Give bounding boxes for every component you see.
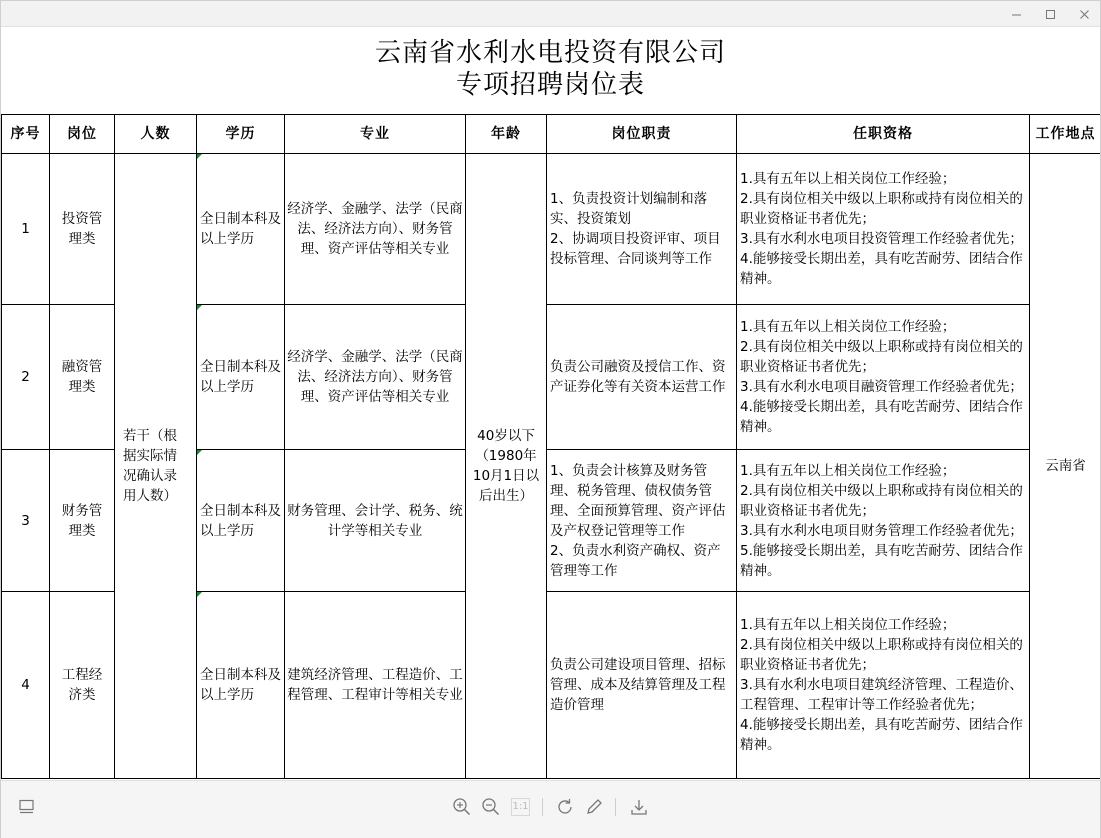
row-education: 全日制本科及以上学历 xyxy=(197,154,285,305)
row-position: 融资管理类 xyxy=(50,305,115,450)
toolbar-divider xyxy=(542,798,543,816)
row-position: 工程经济类 xyxy=(50,592,115,779)
header-location: 工作地点 xyxy=(1030,115,1101,154)
edit-button[interactable] xyxy=(583,796,605,818)
edit-icon xyxy=(584,797,604,817)
maximize-button[interactable] xyxy=(1033,1,1067,27)
row-position: 投资管理类 xyxy=(50,154,115,305)
header-no: 序号 xyxy=(2,115,50,154)
row-major: 财务管理、会计学、税务、统计学等相关专业 xyxy=(285,450,466,592)
table-row xyxy=(2,154,1101,305)
zoom-in-button[interactable] xyxy=(451,796,473,818)
rotate-button[interactable] xyxy=(554,796,576,818)
rotate-icon xyxy=(555,797,575,817)
download-button[interactable] xyxy=(628,796,650,818)
row-duties: 1、负责投资计划编制和落实、投资策划 2、协调项目投资评审、项目投标管理、合同谈判等工作 xyxy=(547,154,737,305)
row-major: 经济学、金融学、法学（民商法、经济法方向）、财务管理、资产评估等相关专业 xyxy=(285,154,466,305)
row-position: 财务管理类 xyxy=(50,450,115,592)
viewer-toolbar xyxy=(1,780,1100,838)
row-no: 3 xyxy=(2,450,50,592)
zoom-out-button[interactable] xyxy=(480,796,502,818)
row-education: 全日制本科及以上学历 xyxy=(197,305,285,450)
header-duties: 岗位职责 xyxy=(547,115,737,154)
title-line-2: 专项招聘岗位表 xyxy=(455,70,645,100)
row-no: 2 xyxy=(2,305,50,450)
sidebar-toggle-button[interactable] xyxy=(16,796,38,818)
zoom-in-icon xyxy=(452,797,472,817)
headcount-cell: 若干（根据实际情况确认录用人数） xyxy=(115,154,197,779)
header-headcount: 人数 xyxy=(115,115,197,154)
sidebar-toggle-icon xyxy=(18,799,36,815)
row-no: 4 xyxy=(2,592,50,779)
row-qualifications: 1.具有五年以上相关岗位工作经验； 2.具有岗位相关中级以上职称或持有岗位相关的职业资格证书者优先； 3.具有水利水电项目融资管理工作经验者优先； 4.能够接受长期出差，具有吃苦耐劳、团结合作精神。 xyxy=(737,305,1030,450)
row-no: 1 xyxy=(2,154,50,305)
header-qualifications: 任职资格 xyxy=(737,115,1030,154)
header-age: 年龄 xyxy=(466,115,547,154)
row-major: 建筑经济管理、工程造价、工程管理、工程审计等相关专业 xyxy=(285,592,466,779)
title-line-1: 云南省水利水电投资有限公司 xyxy=(374,38,726,68)
location-cell: 云南省 xyxy=(1030,154,1101,779)
positions-table xyxy=(1,114,1100,779)
toolbar-divider xyxy=(615,798,616,816)
row-qualifications: 1.具有五年以上相关岗位工作经验； 2.具有岗位相关中级以上职称或持有岗位相关的职业资格证书者优先； 3.具有水利水电项目财务管理工作经验者优先； 5.能够接受长期出差，具有吃苦耐劳、团结合作精神。 xyxy=(737,450,1030,592)
row-qualifications: 1.具有五年以上相关岗位工作经验； 2.具有岗位相关中级以上职称或持有岗位相关的职业资格证书者优先； 3.具有水利水电项目建筑经济管理、工程造价、工程管理、工程审计等工作经验者优先； 4.能够接受长期出差，具有吃苦耐劳、团结合作精神。 xyxy=(737,592,1030,779)
row-duties: 负责公司建设项目管理、招标管理、成本及结算管理及工程造价管理 xyxy=(547,592,737,779)
title-bar xyxy=(1,1,1100,27)
document-page xyxy=(1,28,1100,780)
actual-size-button[interactable]: 1:1 xyxy=(511,798,530,816)
minimize-button[interactable] xyxy=(999,1,1033,27)
row-education: 全日制本科及以上学历 xyxy=(197,450,285,592)
header-education: 学历 xyxy=(197,115,285,154)
row-major: 经济学、金融学、法学（民商法、经济法方向）、财务管理、资产评估等相关专业 xyxy=(285,305,466,450)
row-duties: 负责公司融资及授信工作、资产证券化等有关资本运营工作 xyxy=(547,305,737,450)
header-position: 岗位 xyxy=(50,115,115,154)
maximize-icon xyxy=(1045,9,1056,20)
zoom-out-icon xyxy=(481,797,501,817)
download-icon xyxy=(629,797,649,817)
row-education: 全日制本科及以上学历 xyxy=(197,592,285,779)
row-qualifications: 1.具有五年以上相关岗位工作经验； 2.具有岗位相关中级以上职称或持有岗位相关的职业资格证书者优先； 3.具有水利水电项目投资管理工作经验者优先； 4.能够接受长期出差，具有吃苦耐劳、团结合作精神。 xyxy=(737,154,1030,305)
table-header-row xyxy=(2,115,1101,154)
row-duties: 1、负责会计核算及财务管理、税务管理、债权债务管理、全面预算管理、资产评估及产权登记管理等工作 2、负责水利资产确权、资产管理等工作 xyxy=(547,450,737,592)
header-major: 专业 xyxy=(285,115,466,154)
close-icon xyxy=(1079,9,1090,20)
minimize-icon xyxy=(1011,9,1022,20)
age-cell: 40岁以下（1980年10月1日以后出生） xyxy=(466,154,547,779)
document-title xyxy=(1,37,1100,101)
close-button[interactable] xyxy=(1067,1,1101,27)
